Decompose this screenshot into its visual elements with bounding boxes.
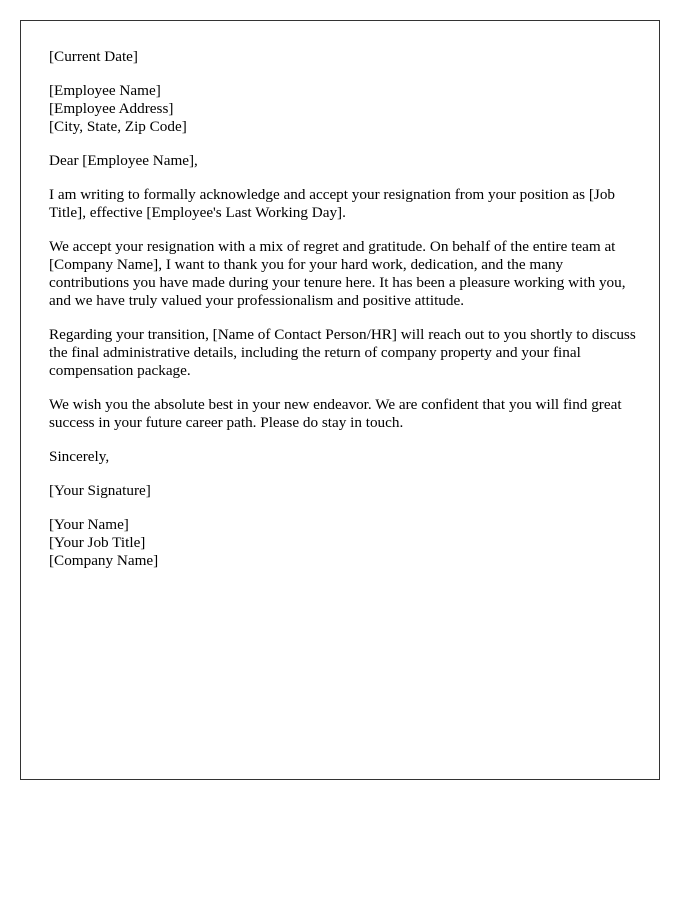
- recipient-block: [49, 82, 639, 136]
- date-line: [Current Date]: [49, 48, 138, 65]
- closing: Sincerely,: [49, 448, 110, 465]
- sender-job-title: [Your Job Title]: [49, 534, 146, 551]
- sender-block: [49, 516, 639, 570]
- letter-body: [49, 48, 639, 586]
- body-paragraph-4: We wish you the absolute best in your new endeavor. We are confident that you will find great success in your future career path. Please do stay in touch.: [49, 396, 622, 431]
- signature-placeholder: [Your Signature]: [49, 482, 151, 499]
- body-paragraph-1: I am writing to formally acknowledge and accept your resignation from your position as [Job Title], effective [Employee's Last Working Day].: [49, 186, 616, 221]
- sender-company: [Company Name]: [49, 552, 159, 569]
- recipient-address: [Employee Address]: [49, 100, 174, 117]
- recipient-name: [Employee Name]: [49, 82, 161, 99]
- body-paragraph-2: We accept your resignation with a mix of regret and gratitude. On behalf of the entire team at [Company Name], I want to thank you for your hard work, dedication, and the many contributions you have made during your tenure here. It has been a pleasure working with you, and we have truly valued your professionalism and positive attitude.: [49, 238, 626, 309]
- letter-page: [20, 20, 660, 780]
- recipient-city-state-zip: [City, State, Zip Code]: [49, 118, 187, 135]
- sender-name: [Your Name]: [49, 516, 129, 533]
- body-paragraph-3: Regarding your transition, [Name of Contact Person/HR] will reach out to you shortly to discuss the final administrative details, including the return of company property and your final compensation package.: [49, 326, 636, 379]
- salutation: Dear [Employee Name],: [49, 152, 198, 169]
